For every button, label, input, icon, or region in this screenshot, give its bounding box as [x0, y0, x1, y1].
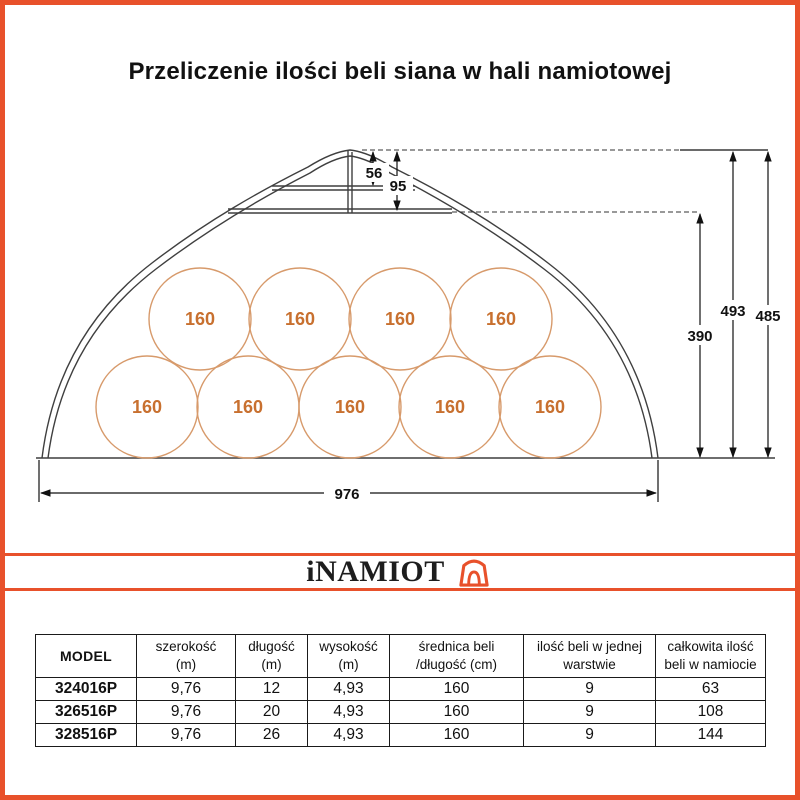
- logo: [0, 554, 800, 589]
- bale-diameter-label: 160: [184, 309, 216, 329]
- col-header-length: długość (m): [236, 635, 308, 678]
- col-header-total-bales: całkowita ilość beli w namiocie: [656, 635, 766, 678]
- cell-model: 326516P: [36, 701, 137, 724]
- dim-label-apex-to-upper-purlin: 56: [365, 165, 383, 182]
- cell-bale-diameter: 160: [390, 724, 524, 747]
- cell-width: 9,76: [137, 701, 236, 724]
- hay-bales: [96, 268, 601, 458]
- bale-diameter-label: 160: [284, 309, 316, 329]
- bale-diameter-label: 160: [534, 397, 566, 417]
- cell-bale-diameter: 160: [390, 701, 524, 724]
- page-title: Przeliczenie ilości beli siana w hali namiotowej: [128, 58, 672, 85]
- col-header-bales-per-layer: ilość beli w jednej warstwie: [524, 635, 656, 678]
- cell-bales-per-layer: 9: [524, 701, 656, 724]
- col-header-width: szerokość (m): [137, 635, 236, 678]
- cell-length: 26: [236, 724, 308, 747]
- bale-diameter-label: 160: [334, 397, 366, 417]
- cell-height: 4,93: [308, 724, 390, 747]
- cell-bales-per-layer: 9: [524, 678, 656, 701]
- cell-bale-diameter: 160: [390, 678, 524, 701]
- bale-diameter-label: 160: [485, 309, 517, 329]
- reference-lines: [362, 150, 768, 212]
- cell-bales-per-layer: 9: [524, 724, 656, 747]
- bale-diameter-label: 160: [384, 309, 416, 329]
- tent-house-icon: [454, 555, 494, 588]
- cell-length: 12: [236, 678, 308, 701]
- bale-diameter-label: 160: [232, 397, 264, 417]
- lower-purlin: [228, 209, 452, 213]
- cell-width: 9,76: [137, 678, 236, 701]
- cell-model: 328516P: [36, 724, 137, 747]
- cell-height: 4,93: [308, 701, 390, 724]
- table-row: [36, 701, 766, 724]
- logo-text: iNAMIOT: [306, 554, 445, 588]
- bale-diameter-label: 160: [434, 397, 466, 417]
- ridge-post: [348, 151, 352, 213]
- cell-width: 9,76: [137, 724, 236, 747]
- cell-height: 4,93: [308, 678, 390, 701]
- dim-label-overall-width: 976: [334, 486, 360, 503]
- cell-total-bales: 144: [656, 724, 766, 747]
- cell-total-bales: 108: [656, 701, 766, 724]
- tent-diagram: [0, 130, 800, 530]
- dim-label-ridge-height: 493: [720, 303, 746, 320]
- dim-label-overall-height: 485: [755, 308, 781, 325]
- dim-label-side-clear-height: 390: [687, 328, 713, 345]
- table-row: [36, 724, 766, 747]
- col-header-bale-diameter: średnica beli /długość (cm): [390, 635, 524, 678]
- table-header-row: [36, 635, 766, 678]
- spec-table: [35, 634, 766, 747]
- col-header-height: wysokość (m): [308, 635, 390, 678]
- cell-total-bales: 63: [656, 678, 766, 701]
- cell-length: 20: [236, 701, 308, 724]
- bale-diameter-label: 160: [131, 397, 163, 417]
- table-row: [36, 678, 766, 701]
- col-header-model: MODEL: [36, 635, 137, 678]
- dim-label-apex-to-lower-purlin: 95: [389, 178, 407, 195]
- cell-model: 324016P: [36, 678, 137, 701]
